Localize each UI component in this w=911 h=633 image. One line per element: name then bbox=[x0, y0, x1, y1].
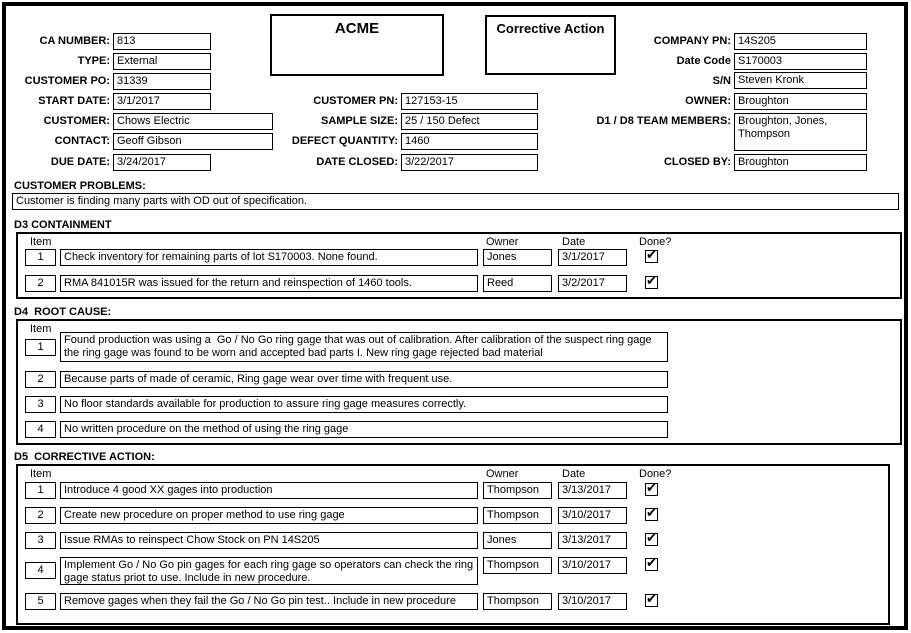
d3-section-title: D3 CONTAINMENT bbox=[14, 219, 112, 231]
d5-row3-date[interactable]: 3/13/2017 bbox=[558, 532, 627, 549]
d3-col-item: Item bbox=[30, 236, 52, 248]
check-icon: ✔ bbox=[646, 273, 657, 288]
d3-row1-text[interactable]: Check inventory for remaining parts of lot S170003. None found. bbox=[60, 249, 478, 266]
contact-label: CONTACT: bbox=[54, 135, 110, 147]
d3-row1-owner[interactable]: Jones bbox=[483, 249, 552, 266]
d5-row5-done-checkbox[interactable] bbox=[645, 591, 658, 607]
customer-label: CUSTOMER: bbox=[43, 115, 110, 127]
sample-size-label: SAMPLE SIZE: bbox=[320, 115, 398, 127]
start-date-field[interactable]: 3/1/2017 bbox=[113, 93, 211, 110]
d4-col-item: Item bbox=[30, 323, 52, 335]
d4-section-title: D4 ROOT CAUSE: bbox=[14, 306, 112, 318]
type-label: TYPE: bbox=[77, 55, 110, 67]
d5-row4-owner[interactable]: Thompson bbox=[483, 557, 552, 574]
d5-col-owner: Owner bbox=[486, 468, 519, 480]
team-members-label: D1 / D8 TEAM MEMBERS: bbox=[596, 115, 731, 127]
check-icon: ✔ bbox=[646, 555, 657, 570]
check-icon: ✔ bbox=[646, 530, 657, 545]
d5-row2-item: 2 bbox=[25, 507, 56, 524]
customer-po-label: CUSTOMER PO: bbox=[24, 75, 110, 87]
company-name: ACME bbox=[334, 20, 380, 37]
customer-field[interactable]: Chows Electric bbox=[113, 113, 273, 130]
check-icon: ✔ bbox=[646, 505, 657, 520]
contact-field[interactable]: Geoff Gibson bbox=[113, 133, 273, 150]
d5-row4-done-checkbox[interactable] bbox=[645, 555, 658, 571]
closed-by-label: CLOSED BY: bbox=[663, 156, 731, 168]
d4-row4-text[interactable]: No written procedure on the method of using the ring gage bbox=[60, 421, 668, 438]
defect-quantity-label: DEFECT QUANTITY: bbox=[291, 135, 398, 147]
date-code-field[interactable]: S170003 bbox=[734, 53, 867, 70]
d4-row3-item: 3 bbox=[25, 396, 56, 413]
d5-row2-date[interactable]: 3/10/2017 bbox=[558, 507, 627, 524]
owner-field[interactable]: Broughton bbox=[734, 93, 867, 110]
sn-field[interactable]: Steven Kronk bbox=[734, 72, 867, 89]
ca-number-field[interactable]: 813 bbox=[113, 33, 211, 50]
d3-row2-text[interactable]: RMA 841015R was issued for the return and reinspection of 1460 tools. bbox=[60, 275, 478, 292]
d5-row1-date[interactable]: 3/13/2017 bbox=[558, 482, 627, 499]
team-members-field[interactable]: Broughton, Jones, Thompson bbox=[734, 113, 867, 151]
d5-row1-owner[interactable]: Thompson bbox=[483, 482, 552, 499]
d4-row4-item: 4 bbox=[25, 421, 56, 438]
d4-row1-text[interactable]: Found production was using a Go / No Go ring gage that was out of calibration. After calibration of the suspect ring gage the ring gage was found to be worn and accepted bad parts I. New ring gage rejected bad material bbox=[60, 332, 668, 362]
company-pn-field[interactable]: 14S205 bbox=[734, 33, 867, 50]
defect-quantity-field[interactable]: 1460 bbox=[401, 133, 538, 150]
owner-label: OWNER: bbox=[685, 95, 731, 107]
form-title: Corrective Action bbox=[496, 21, 605, 36]
d5-row2-done-checkbox[interactable] bbox=[645, 505, 658, 521]
d5-row1-item: 1 bbox=[25, 482, 56, 499]
date-closed-label: DATE CLOSED: bbox=[316, 156, 398, 168]
sn-label: S/N bbox=[712, 75, 731, 87]
d5-row3-done-checkbox[interactable] bbox=[645, 530, 658, 546]
customer-pn-field[interactable]: 127153-15 bbox=[401, 93, 538, 110]
d5-row5-text[interactable]: Remove gages when they fail the Go / No Go pin test.. Include in new procedure bbox=[60, 593, 478, 610]
d5-row1-text[interactable]: Introduce 4 good XX gages into production bbox=[60, 482, 478, 499]
d5-row1-done-checkbox[interactable] bbox=[645, 480, 658, 496]
date-closed-field[interactable]: 3/22/2017 bbox=[401, 154, 538, 171]
ca-number-label: CA NUMBER: bbox=[39, 35, 110, 47]
d5-row5-date[interactable]: 3/10/2017 bbox=[558, 593, 627, 610]
closed-by-field[interactable]: Broughton bbox=[734, 154, 867, 171]
d5-row4-date[interactable]: 3/10/2017 bbox=[558, 557, 627, 574]
d3-row2-date[interactable]: 3/2/2017 bbox=[558, 275, 627, 292]
d5-row5-owner[interactable]: Thompson bbox=[483, 593, 552, 610]
d3-col-owner: Owner bbox=[486, 236, 519, 248]
d5-row2-owner[interactable]: Thompson bbox=[483, 507, 552, 524]
d5-row3-text[interactable]: Issue RMAs to reinspect Chow Stock on PN 14S205 bbox=[60, 532, 478, 549]
due-date-label: DUE DATE: bbox=[50, 156, 110, 168]
d4-row1-item: 1 bbox=[25, 339, 56, 356]
d5-row5-item: 5 bbox=[25, 593, 56, 610]
d3-row1-done-checkbox[interactable] bbox=[645, 247, 658, 263]
d3-row2-owner[interactable]: Reed bbox=[483, 275, 552, 292]
d3-col-date: Date bbox=[562, 236, 586, 248]
d5-row2-text[interactable]: Create new procedure on proper method to use ring gage bbox=[60, 507, 478, 524]
d4-row3-text[interactable]: No floor standards available for production to assure ring gage measures correctly. bbox=[60, 396, 668, 413]
date-code-label: Date Code bbox=[676, 55, 731, 67]
check-icon: ✔ bbox=[646, 247, 657, 262]
company-name-box bbox=[270, 14, 444, 76]
d5-row3-item: 3 bbox=[25, 532, 56, 549]
company-pn-label: COMPANY PN: bbox=[653, 35, 731, 47]
d5-col-item: Item bbox=[30, 468, 52, 480]
check-icon: ✔ bbox=[646, 591, 657, 606]
d5-row4-text[interactable]: Implement Go / No Go pin gages for each ring gage so operators can check the ring gage status priot to use. Include in new procedure. bbox=[60, 557, 478, 585]
customer-pn-label: CUSTOMER PN: bbox=[313, 95, 398, 107]
type-field[interactable]: External bbox=[113, 53, 211, 70]
d5-row4-item: 4 bbox=[25, 562, 56, 579]
d5-section-title: D5 CORRECTIVE ACTION: bbox=[14, 451, 155, 463]
customer-po-field[interactable]: 31339 bbox=[113, 73, 211, 90]
d5-col-date: Date bbox=[562, 468, 586, 480]
d3-col-done: Done? bbox=[639, 236, 672, 248]
d3-row2-done-checkbox[interactable] bbox=[645, 273, 658, 289]
d3-row1-date[interactable]: 3/1/2017 bbox=[558, 249, 627, 266]
d5-row3-owner[interactable]: Jones bbox=[483, 532, 552, 549]
start-date-label: START DATE: bbox=[38, 95, 110, 107]
check-icon: ✔ bbox=[646, 480, 657, 495]
d4-row2-item: 2 bbox=[25, 371, 56, 388]
due-date-field[interactable]: 3/24/2017 bbox=[113, 154, 211, 171]
customer-problems-field[interactable]: Customer is finding many parts with OD out of specification. bbox=[12, 193, 899, 210]
d3-row2-item: 2 bbox=[25, 275, 56, 292]
d3-row1-item: 1 bbox=[25, 249, 56, 266]
customer-problems-label: CUSTOMER PROBLEMS: bbox=[14, 180, 146, 192]
sample-size-field[interactable]: 25 / 150 Defect bbox=[401, 113, 538, 130]
d4-row2-text[interactable]: Because parts of made of ceramic, Ring gage wear over time with frequent use. bbox=[60, 371, 668, 388]
d5-col-done: Done? bbox=[639, 468, 672, 480]
